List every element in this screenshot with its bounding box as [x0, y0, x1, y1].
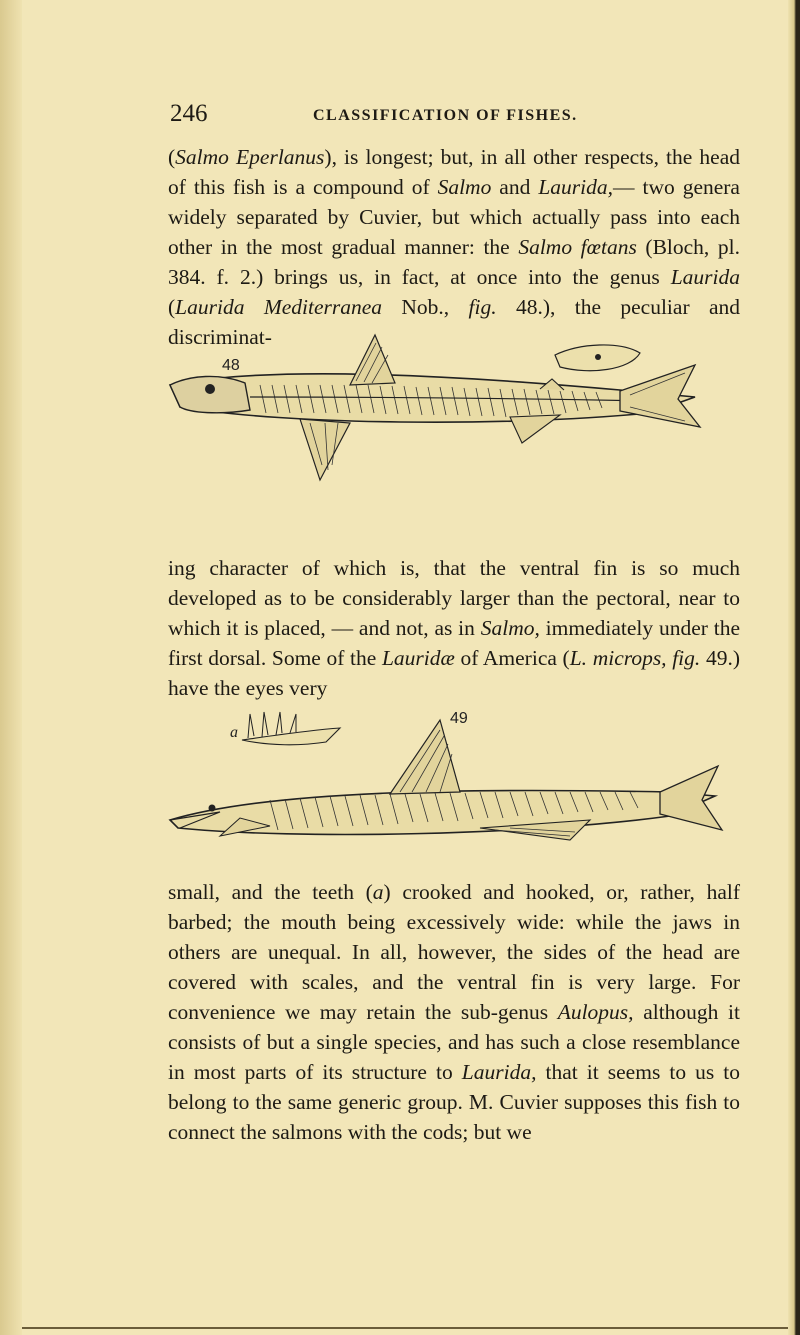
italic-text-run: Salmo Eperlanus	[175, 145, 325, 169]
fish-illustration-laurida-microps	[150, 700, 730, 868]
text-run: that it seems to us to belong to the same generic group. M. Cuvier supposes this fish to connect the salmons with the cods; but we	[168, 1060, 740, 1144]
text-run: ) crooked and hooked, or, rather, half barbed; the mouth being excessively wide: while the jaws in others are unequal. In all, however, the sides of the head are covered with scales, and the ventral fin is very large. For convenience we may retain the sub-genus	[168, 880, 740, 1024]
text-run: ing character of which is, that the ventral fin is so much developed as to be considerably larger than the pectoral, near to which it is placed, — and not, as in	[168, 556, 740, 640]
italic-text-run: Laurida Mediterranea	[175, 295, 383, 319]
page-number: 246	[170, 100, 208, 127]
fish-illustration-laurida-mediterranea	[150, 315, 730, 545]
italic-text-run: Laurida,	[461, 1060, 537, 1084]
italic-text-run: Lauridæ	[381, 646, 455, 670]
italic-text-run: Salmo fœtans	[518, 235, 637, 259]
bottom-rule	[22, 1327, 788, 1329]
figure-49-detail-label: a	[230, 724, 238, 741]
running-head: CLASSIFICATION OF FISHES.	[313, 107, 578, 124]
text-run: small, and the teeth (	[168, 880, 373, 904]
paragraph-3	[168, 877, 740, 1147]
text-run: immediately under the first dorsal. Some of the	[168, 616, 740, 670]
text-run: ), is longest; but, in all other respects, the head of this fish is a compound of	[168, 145, 740, 199]
italic-text-run: fig.	[468, 295, 497, 319]
text-run: (	[168, 295, 176, 319]
text-run: 48.), the peculiar and discriminat-	[168, 295, 740, 349]
text-run: (	[168, 145, 176, 169]
page-right-edge	[788, 0, 800, 1335]
text-run: Nob.,	[382, 295, 469, 319]
italic-text-run: Aulopus,	[557, 1000, 634, 1024]
figure-49-label: 49	[450, 710, 468, 727]
italic-text-run: Salmo	[437, 175, 492, 199]
figure-48	[150, 315, 730, 545]
figure-49	[150, 700, 730, 868]
paragraph-2	[168, 553, 740, 703]
italic-text-run: a	[372, 880, 384, 904]
text-run: — two genera widely separated by Cuvier, but which actually pass into each other in the most gradual manner: the	[168, 175, 740, 259]
italic-text-run: Laurida	[670, 265, 740, 289]
text-run: 49.) have the eyes very	[168, 646, 740, 700]
text-run: and	[491, 175, 539, 199]
italic-text-run: Laurida,	[538, 175, 613, 199]
text-run: although it consists of but a single species, and has such a close resemblance in most parts of its structure to	[168, 1000, 741, 1084]
italic-text-run: L. microps, fig.	[569, 646, 701, 670]
figure-48-label: 48	[222, 357, 240, 374]
text-run: of America (	[454, 646, 570, 670]
text-run: (Bloch, pl. 384. f. 2.) brings us, in fact, at once into the genus	[168, 235, 740, 289]
paragraph-text	[168, 877, 740, 1147]
italic-text-run: Salmo,	[480, 616, 540, 640]
paragraph-text	[168, 553, 740, 703]
page-header	[170, 100, 740, 136]
page-left-edge	[0, 0, 22, 1335]
